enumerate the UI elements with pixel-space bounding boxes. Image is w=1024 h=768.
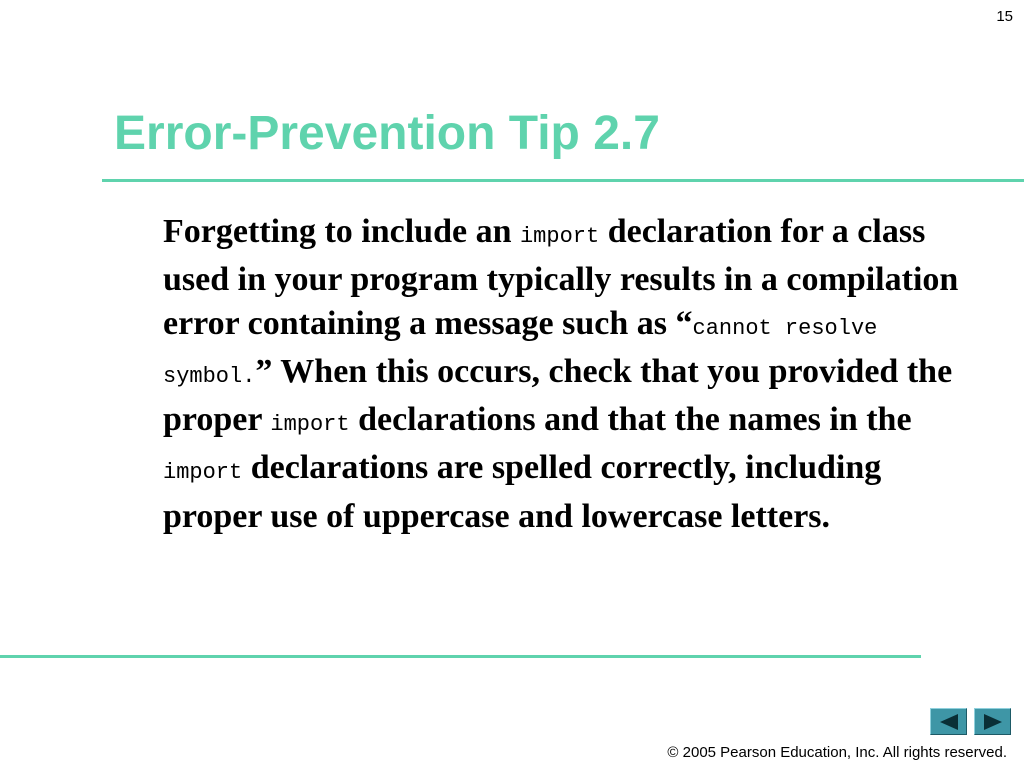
code-import: import: [519, 224, 600, 249]
code-cannot-resolve-symbol: cannot resolve symbol.: [163, 315, 878, 389]
next-slide-button[interactable]: [974, 708, 1011, 735]
previous-slide-button[interactable]: [930, 708, 967, 735]
tip-body-text: [163, 210, 963, 538]
code-import: import: [270, 412, 350, 438]
triangle-right-icon: [982, 713, 1004, 731]
slide-title: Error-Prevention Tip 2.7: [114, 107, 660, 160]
title-underline: [102, 179, 1024, 182]
copyright-notice: © 2005 Pearson Education, Inc. All rights reserved.: [667, 744, 1007, 761]
page-number: 15: [996, 8, 1013, 25]
triangle-left-icon: [938, 713, 960, 731]
code-import: import: [163, 460, 243, 486]
body-text-segment: ” When this occurs, check that you provided the proper: [163, 352, 953, 439]
body-text-segment: Forgetting to include an: [163, 213, 520, 250]
body-text-segment: declarations are spelled correctly, including proper use of uppercase and lowercase letters.: [163, 449, 882, 535]
footer-divider: [0, 655, 921, 658]
slide-navigation: [930, 708, 1011, 735]
body-text-segment: declaration for a class used in your program typically results in a compilation error containing a message such as “: [163, 213, 959, 342]
body-text-segment: declarations and that the names in the: [349, 401, 912, 439]
